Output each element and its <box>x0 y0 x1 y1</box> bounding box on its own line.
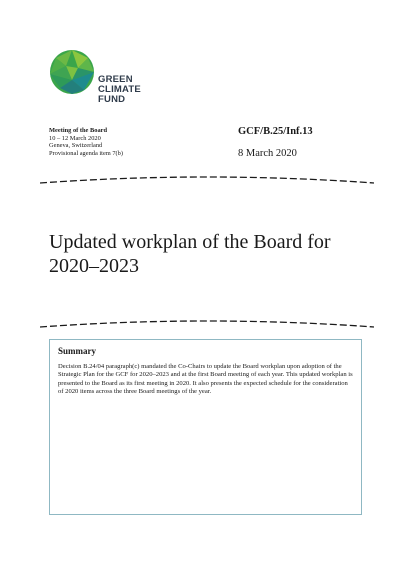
logo-wordmark <box>98 75 141 105</box>
title-line-2: 2020–2023 <box>49 255 139 277</box>
curved-divider-bottom <box>40 318 374 332</box>
gcf-logo <box>48 48 158 108</box>
globe-icon <box>48 48 96 96</box>
summary-heading: Summary <box>58 346 96 356</box>
logo-line-1: GREEN <box>98 74 133 85</box>
document-date: 8 March 2020 <box>238 148 297 159</box>
meeting-dates: 10 – 12 March 2020 <box>49 134 101 142</box>
meeting-heading: Meeting of the Board <box>49 127 108 134</box>
document-title <box>49 230 369 278</box>
agenda-item: Provisional agenda item 7(b) <box>49 149 124 157</box>
title-line-1: Updated workplan of the Board for <box>49 231 331 253</box>
summary-box <box>49 339 362 515</box>
meeting-info <box>49 127 123 157</box>
meeting-location: Geneva, Switzerland <box>49 142 103 150</box>
logo-line-2: CLIMATE <box>98 84 141 95</box>
logo-line-3: FUND <box>98 94 126 105</box>
summary-text: Decision B.24/04 paragraph(c) mandated the Co-Chairs to update the Board workplan upon adoption of the Strategic Plan for the GCF for 2020–2023 and at the first Board meeting of each year. This updated workplan is presented to the Board as its first meeting in 2020. It also presents the expected schedule for the consideration of 2020 items across the three Board meetings of the year. <box>58 363 353 395</box>
curved-divider-top <box>40 174 374 188</box>
document-reference: GCF/B.25/Inf.13 <box>238 126 313 137</box>
